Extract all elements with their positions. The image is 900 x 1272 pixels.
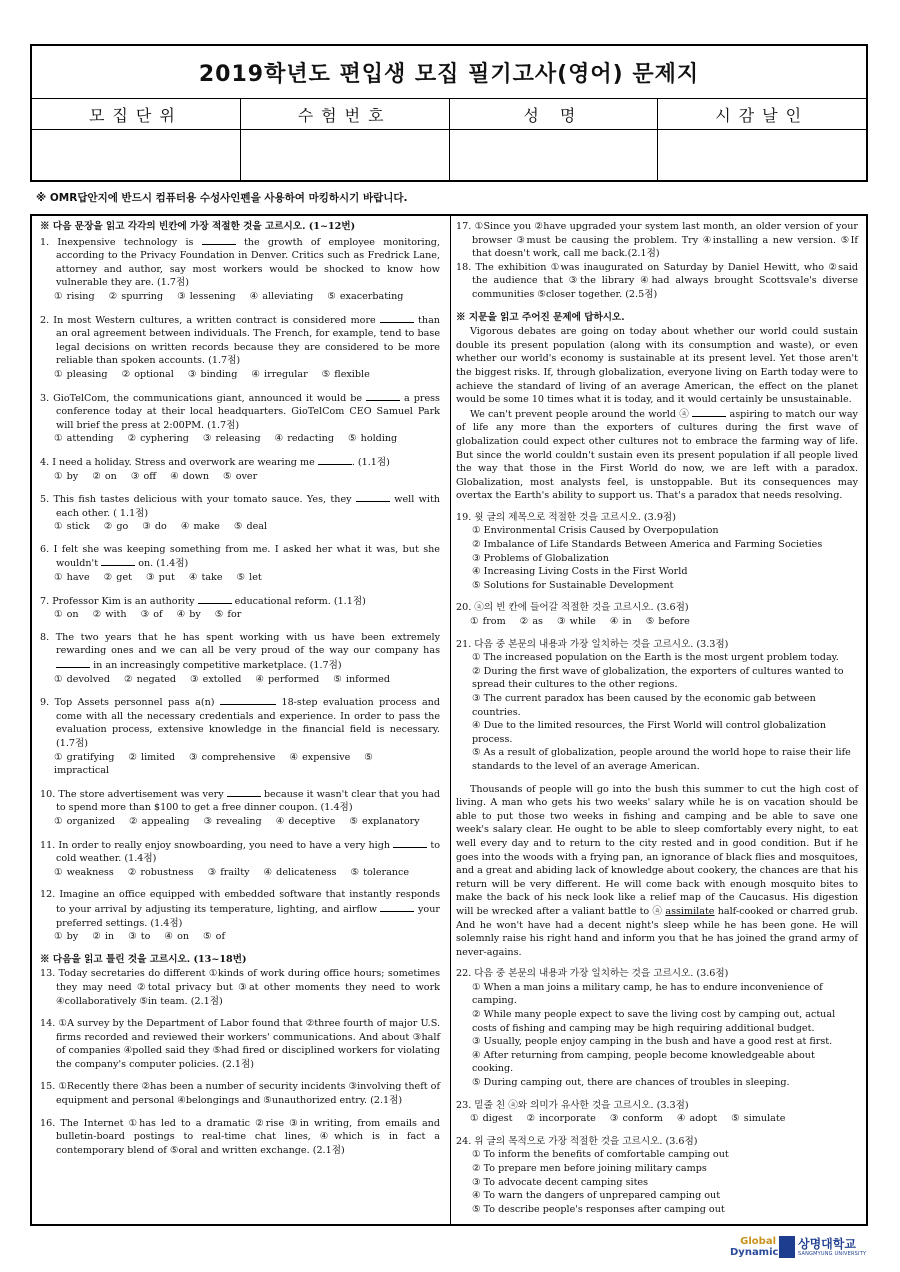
option-row <box>40 866 440 880</box>
option: ② limited <box>128 751 176 763</box>
question-15: 15. ①Recently there ②has been a number of security incidents ③involving theft of equipment and personal ④belongings and ⑤unauthorized entry. (2.1점) <box>40 1081 440 1107</box>
question-text: 7. Professor Kim is an authority <box>40 595 195 607</box>
university-logo <box>730 1232 870 1262</box>
department-field[interactable] <box>32 130 241 182</box>
reading-passage-2 <box>456 783 858 960</box>
logo-name-korean: 상명대학교 <box>798 1236 856 1251</box>
option: ① digest <box>470 1113 513 1125</box>
option: ⑤ before <box>645 616 690 628</box>
passage-text: Thousands of people will go into the bush this summer to cut the high cost of living. A man who gets his two weeks' salary while he is on vacation should be able to put those two weeks in fishing and camping and be able to save one week's salary clear. He ought to be able to sleep comfortably every night, to eat well every day and to return to the city rested and in good condition. But if he goes into the woods with a frying pan, an ignorance of black flies and mosquitoes, and a great and abiding lack of knowledge about cookery, the chances are that his return will be very different. He will come back with enough mosquito bites to make the back of his neck look like a relief map of the Caucasus. His digestion will be wrecked after a valiant battle to ⓐ <box>456 783 858 917</box>
option: ⑤ simulate <box>731 1113 786 1125</box>
logo-slogan <box>730 1236 779 1258</box>
option: ② cyphering <box>127 433 189 445</box>
option: ③ to <box>128 931 151 943</box>
answer-blank <box>393 838 427 848</box>
option: ⑤ over <box>223 470 258 482</box>
option-row <box>40 470 440 484</box>
column-divider <box>450 216 451 1224</box>
option: ① on <box>54 609 79 621</box>
question-7 <box>40 594 440 622</box>
option: ④ on <box>164 931 190 943</box>
option: ③ conform <box>609 1113 663 1125</box>
question-8 <box>40 631 440 686</box>
question-4 <box>40 455 440 483</box>
option: ④ down <box>170 470 210 482</box>
option: ③ binding <box>187 368 238 380</box>
option: ④ performed <box>255 673 320 685</box>
answer-blank <box>692 407 726 417</box>
underlined-word: assimilate <box>665 905 715 917</box>
question-2 <box>40 313 440 382</box>
option-list <box>456 981 858 1090</box>
option-row <box>40 368 440 382</box>
option: ① by <box>54 931 79 943</box>
question-text: 18-step evaluation process and come with all the necessary credentials and experience. In order to pass the evaluation process, extensive knowledge in the financial field is necessary. (1.7점) <box>56 697 440 749</box>
option: ① The increased population on the Earth is the most urgent problem today. <box>472 652 839 664</box>
option: ③ Usually, people enjoy camping in the bush and have a good rest at first. <box>472 1036 833 1048</box>
option: ① organized <box>54 815 115 827</box>
question-23 <box>456 1099 858 1126</box>
option: ⑤ for <box>214 609 242 621</box>
option: ③ do <box>142 521 167 533</box>
option-row <box>40 290 440 304</box>
option: ③ releasing <box>202 433 261 445</box>
question-stem: 22. 다음 중 본문의 내용과 가장 일치하는 것을 고르시오. (3.6점) <box>456 968 729 980</box>
answer-blank <box>356 492 390 502</box>
option-row <box>40 432 440 446</box>
question-22 <box>456 967 858 1089</box>
question-text: 9. Top Assets personnel pass a(n) <box>40 697 215 709</box>
option-row <box>40 930 440 944</box>
left-column <box>40 220 440 1166</box>
option: ② optional <box>121 368 174 380</box>
question-text: educational reform. (1.1점) <box>234 595 366 607</box>
question-text: . (1.1점) <box>351 456 390 468</box>
option: ① attending <box>54 433 114 445</box>
option: ⑤ impractical <box>54 751 373 777</box>
option: ② go <box>103 521 129 533</box>
question-24 <box>456 1135 858 1217</box>
option: ③ frailty <box>207 866 250 878</box>
option: ② To prepare men before joining military camps <box>472 1163 707 1174</box>
exam-number-field[interactable] <box>241 130 450 182</box>
passage-paragraph: Vigorous debates are going on today about whether our world could sustain double its present population (along with its consumption and waste), or even whether our world's economy is sustainable at its present level. Yet those aren't the biggest risks. If, through globalization, everyone living on Earth today were to achieve the standard of living of an average American, the effect on the planet would be some 10 times what it is today, and it would certainly be unsustainable. <box>456 326 858 406</box>
question-5 <box>40 492 440 534</box>
option: ⑤ exacerbating <box>327 290 404 302</box>
option: ④ in <box>609 616 632 628</box>
option: ③ put <box>145 572 175 584</box>
option-list <box>456 524 858 592</box>
option: ⑤ Solutions for Sustainable Development <box>472 579 674 591</box>
question-text: 1. Inexpensive technology is <box>40 236 194 248</box>
question-9 <box>40 695 440 778</box>
option-list <box>456 651 858 773</box>
header-blank-row <box>32 130 866 182</box>
question-1 <box>40 235 440 304</box>
option: ① To inform the benefits of comfortable camping out <box>472 1149 729 1161</box>
question-frame <box>30 214 868 1226</box>
exam-title: 2019학년도 편입생 모집 필기고사(영어) 문제지 <box>32 46 866 99</box>
option-row <box>40 815 440 829</box>
option: ③ off <box>130 470 157 482</box>
option: ③ The current paradox has been caused by the economic gab between countries. <box>472 693 816 718</box>
question-17: 17. ①Since you ②have upgraded your system last month, an older version of your browser ③must be causing the problem. Try ④installing a new version. ⑤If that doesn't work, call me back.(2.1점) <box>456 221 858 260</box>
answer-blank <box>227 787 261 797</box>
option: ④ Increasing Living Costs in the First World <box>472 566 688 578</box>
question-text: in an increasingly competitive marketplace. (1.7점) <box>93 660 342 672</box>
option: ④ take <box>188 572 223 584</box>
question-text: 10. The store advertisement was very <box>40 788 224 800</box>
header-labels-row <box>32 99 866 130</box>
header-label-name: 성 명 <box>450 99 659 129</box>
option: ④ Due to the limited resources, the First World will control globalization process. <box>472 720 827 745</box>
question-stem: 23. 밑줄 친 ⓐ와 의미가 유사한 것을 고르시오. (3.3점) <box>456 1099 689 1111</box>
option: ② During the first wave of globalization, the exporters of cultures wanted to spread their cultures to the other regions. <box>472 665 844 691</box>
logo-slogan-line: Dynamic <box>730 1247 779 1258</box>
option: ② on <box>92 470 117 482</box>
option: ② in <box>92 931 115 943</box>
option: ④ deceptive <box>275 815 336 827</box>
option: ① devolved <box>54 673 110 685</box>
name-field[interactable] <box>450 130 659 182</box>
option: ② appealing <box>129 815 190 827</box>
question-text: to cold weather. (1.4점) <box>56 839 440 865</box>
option: ⑤ informed <box>333 673 390 685</box>
question-text: because it wasn't clear that you had to spend more than $100 to get a free dinner coupon. (1.4점) <box>56 788 440 814</box>
header-label-department: 모집단위 <box>32 99 241 129</box>
question-text: 6. I felt she was keeping something from me. I asked her what it was, but she wouldn't <box>40 543 440 570</box>
option-row <box>40 673 440 687</box>
option: ② negated <box>123 673 177 685</box>
question-text: well with each other. ( 1.1점) <box>56 494 440 519</box>
question-stem: 21. 다음 중 본문의 내용과 가장 일치하는 것을 고르시오. (3.3점) <box>456 638 729 650</box>
option: ④ delicateness <box>263 866 337 878</box>
option: ③ revealing <box>203 815 262 827</box>
option: ② spurring <box>108 290 164 302</box>
question-18: 18. The exhibition ①was inaugurated on Saturday by Daniel Hewitt, who ②said the audience that ③the library ④had always brought Scottsvale's diverse communities ⑤closer together. (2.5점) <box>456 261 858 300</box>
section-heading-1: ※ 다음 문장을 읽고 각각의 빈칸에 가장 적절한 것을 고르시오. (1~12번) <box>40 221 356 232</box>
question-16: 16. The Internet ①has led to a dramatic ②rise ③in writing, from emails and bulletin-board postings to real-time chat lines, ④which is in fact a contemporary blend of ⑤oral and written exchange. (2.1점) <box>40 1117 440 1156</box>
option: ② incorporate <box>526 1113 596 1125</box>
reading-passage-1 <box>456 325 858 503</box>
option: ④ irregular <box>251 368 308 380</box>
passage-text: We can't prevent people around the world ⓐ <box>470 408 690 420</box>
header-label-proctor-seal: 시감날인 <box>715 105 810 125</box>
question-6 <box>40 543 440 585</box>
option: ③ comprehensive <box>189 751 276 763</box>
logo-name-english: SANGMYUNG UNIVERSITY <box>798 1250 867 1257</box>
logo-slogan-line: Global <box>740 1236 776 1247</box>
question-text: 12. Imagine an office equipped with embedded software that instantly responds to your arrival by adjusting its temperature, lighting, and airflow <box>40 889 440 915</box>
option: ① stick <box>54 521 90 533</box>
exam-header-table <box>30 44 868 182</box>
option: ③ while <box>556 616 596 628</box>
option: ③ extolled <box>190 673 242 685</box>
question-text: 8. The two years that he has spent working with us have been extremely rewarding ones and we can all be very proud of the way our company has <box>40 631 440 657</box>
option: ⑤ As a result of globalization, people around the world hope to raise their life standards to the level of an average American. <box>472 747 851 772</box>
option: ③ of <box>140 609 163 621</box>
question-text: 2. In most Western cultures, a written contract is considered more <box>40 314 376 326</box>
option-row <box>40 520 440 534</box>
option: ② robustness <box>127 866 194 878</box>
option: ① weakness <box>54 866 114 878</box>
option: ⑤ During camping out, there are chances of troubles in sleeping. <box>472 1077 790 1089</box>
question-3 <box>40 391 440 446</box>
option: ⑤ To describe people's responses after camping out <box>472 1203 725 1215</box>
option: ④ make <box>180 521 220 533</box>
question-20 <box>456 601 858 628</box>
proctor-seal-field[interactable] <box>658 130 866 182</box>
option-row <box>40 751 440 778</box>
option: ① When a man joins a military camp, he has to endure inconvenience of camping. <box>472 981 823 1007</box>
question-21 <box>456 638 858 774</box>
question-text: 11. In order to really enjoy snowboarding, you need to have a very high <box>40 839 391 851</box>
option: ④ adopt <box>676 1113 718 1125</box>
question-12 <box>40 888 440 943</box>
passage-text: half-cooked or charred grub. And he won't have had a decent night's sleep while he has been gone. He will solemnly raise his right hand and inform you that he has joined the grand army of never-agains. <box>456 905 858 958</box>
question-text: than an oral agreement between individuals. The French, for example, tend to base legal decisions on written records because they are considered to be more reliable than spoken accounts. (1.7점) <box>56 314 440 367</box>
question-stem: 20. ⓐ의 빈 칸에 들어갈 적절한 것을 고르시오. (3.6점) <box>456 602 689 614</box>
answer-blank <box>198 594 232 604</box>
question-text: on. (1.4점) <box>138 558 189 570</box>
option: ② While many people expect to save the living cost by camping out, actual costs of fishing and camping may be high requiring additional budget. <box>472 1009 836 1034</box>
option: ① pleasing <box>54 368 108 380</box>
answer-blank <box>220 695 276 705</box>
question-13: 13. Today secretaries do different ①kinds of work during office hours; sometimes they may need ②total privacy but ③at other moments they need to work ④collaboratively ⑤in team. (2.1점) <box>40 968 440 1007</box>
option: ⑤ holding <box>348 433 398 445</box>
question-text: the growth of employee monitoring, according to the Privacy Foundation in Denver. Critics such as Fredrick Lane, attorney and author, say most workers would be shocked to know how vulnerable they are. (1.7점) <box>56 236 440 289</box>
option: ① rising <box>54 290 95 302</box>
option-row <box>40 571 440 585</box>
question-stem: 19. 윗 글의 제목으로 적절한 것을 고르시오. (3.9점) <box>456 511 676 523</box>
option: ⑤ let <box>236 572 262 584</box>
option: ⑤ of <box>203 931 226 943</box>
answer-blank <box>101 556 135 566</box>
passage-paragraph <box>456 407 858 503</box>
header-label-exam-number: 수험번호 <box>241 99 450 129</box>
passage-text: aspiring to match our way of life any more than the exporters of cultures during the first wave of globalization could expect other cultures not to embrace the farming way of life. But since the world couldn't sustain even its present population if all people lived the way that those in the First World do now, we are left with a paradox. Globalization, most analysts feel, is unstoppable. But its consequences may overtax the Earth's ability to support us. That's a paradox that needs resolving. <box>456 408 858 502</box>
option: ③ lessening <box>177 290 236 302</box>
option: ⑤ deal <box>233 521 268 533</box>
section-heading-2: ※ 다음을 읽고 틀린 것을 고르시오. (13~18번) <box>40 953 247 965</box>
question-text: your preferred settings. (1.4점) <box>56 903 440 929</box>
option: ⑤ tolerance <box>350 866 410 878</box>
option: ② Imbalance of Life Standards Between America and Farming Societies <box>472 539 823 551</box>
question-19 <box>456 511 858 593</box>
option-row <box>456 1112 858 1126</box>
question-14: 14. ①A survey by the Department of Labor found that ②three fourth of major U.S. firms recorded and reviewed their workers' communications. And about ③half of companies ④polled said they ⑤had fired or disciplined workers for violating the company's computer policies. (2.1점) <box>40 1018 440 1070</box>
answer-blank <box>56 658 90 668</box>
option: ① Environmental Crisis Caused by Overpopulation <box>472 525 719 537</box>
option: ⑤ explanatory <box>349 815 420 827</box>
answer-blank <box>202 235 236 245</box>
option: ③ To advocate decent camping sites <box>472 1176 649 1188</box>
answer-blank <box>366 391 400 401</box>
logo-emblem-icon <box>779 1236 795 1258</box>
option: ④ redacting <box>274 433 334 445</box>
option: ② get <box>103 572 132 584</box>
option-row <box>40 608 440 622</box>
right-column <box>456 220 858 1225</box>
option: ① gratifying <box>54 751 115 763</box>
logo-wordmark <box>798 1238 866 1257</box>
omr-notice: ※ OMR답안지에 반드시 컴퓨터용 수성사인펜을 사용하여 마킹하시기 바랍니다. <box>36 192 408 204</box>
question-text: a press conference today at their local headquarters. GioTelCom CEO Samuel Park will brief the press at 2:00PM. (1.7점) <box>56 392 440 431</box>
question-10 <box>40 787 440 829</box>
option-row <box>456 615 858 629</box>
option: ④ After returning from camping, people become knowledgeable about cooking. <box>472 1049 815 1075</box>
option: ④ by <box>176 609 201 621</box>
option: ④ To warn the dangers of unprepared camping out <box>472 1190 721 1202</box>
option: ④ expensive <box>289 751 351 763</box>
answer-blank <box>380 313 414 323</box>
answer-blank <box>380 902 414 912</box>
option: ② with <box>92 609 127 621</box>
question-text: 4. I need a holiday. Stress and overwork are wearing me <box>40 456 315 468</box>
option: ② as <box>519 616 543 628</box>
answer-blank <box>318 455 352 465</box>
option: ① by <box>54 470 79 482</box>
option: ③ Problems of Globalization <box>472 552 609 564</box>
option: ④ alleviating <box>249 290 314 302</box>
question-stem: 24. 위 글의 목적으로 가장 적절한 것을 고르시오. (3.6점) <box>456 1135 698 1147</box>
question-11 <box>40 838 440 880</box>
section-heading-3: ※ 지문을 읽고 주어진 문제에 답하시오. <box>456 311 625 323</box>
option-list <box>456 1148 858 1216</box>
question-text: 3. GioTelCom, the communications giant, announced it would be <box>40 392 363 404</box>
option: ① have <box>54 572 90 584</box>
question-text: 5. This fish tastes delicious with your tomato sauce. Yes, they <box>40 494 352 506</box>
option: ⑤ flexible <box>321 368 370 380</box>
option: ① from <box>470 616 506 628</box>
